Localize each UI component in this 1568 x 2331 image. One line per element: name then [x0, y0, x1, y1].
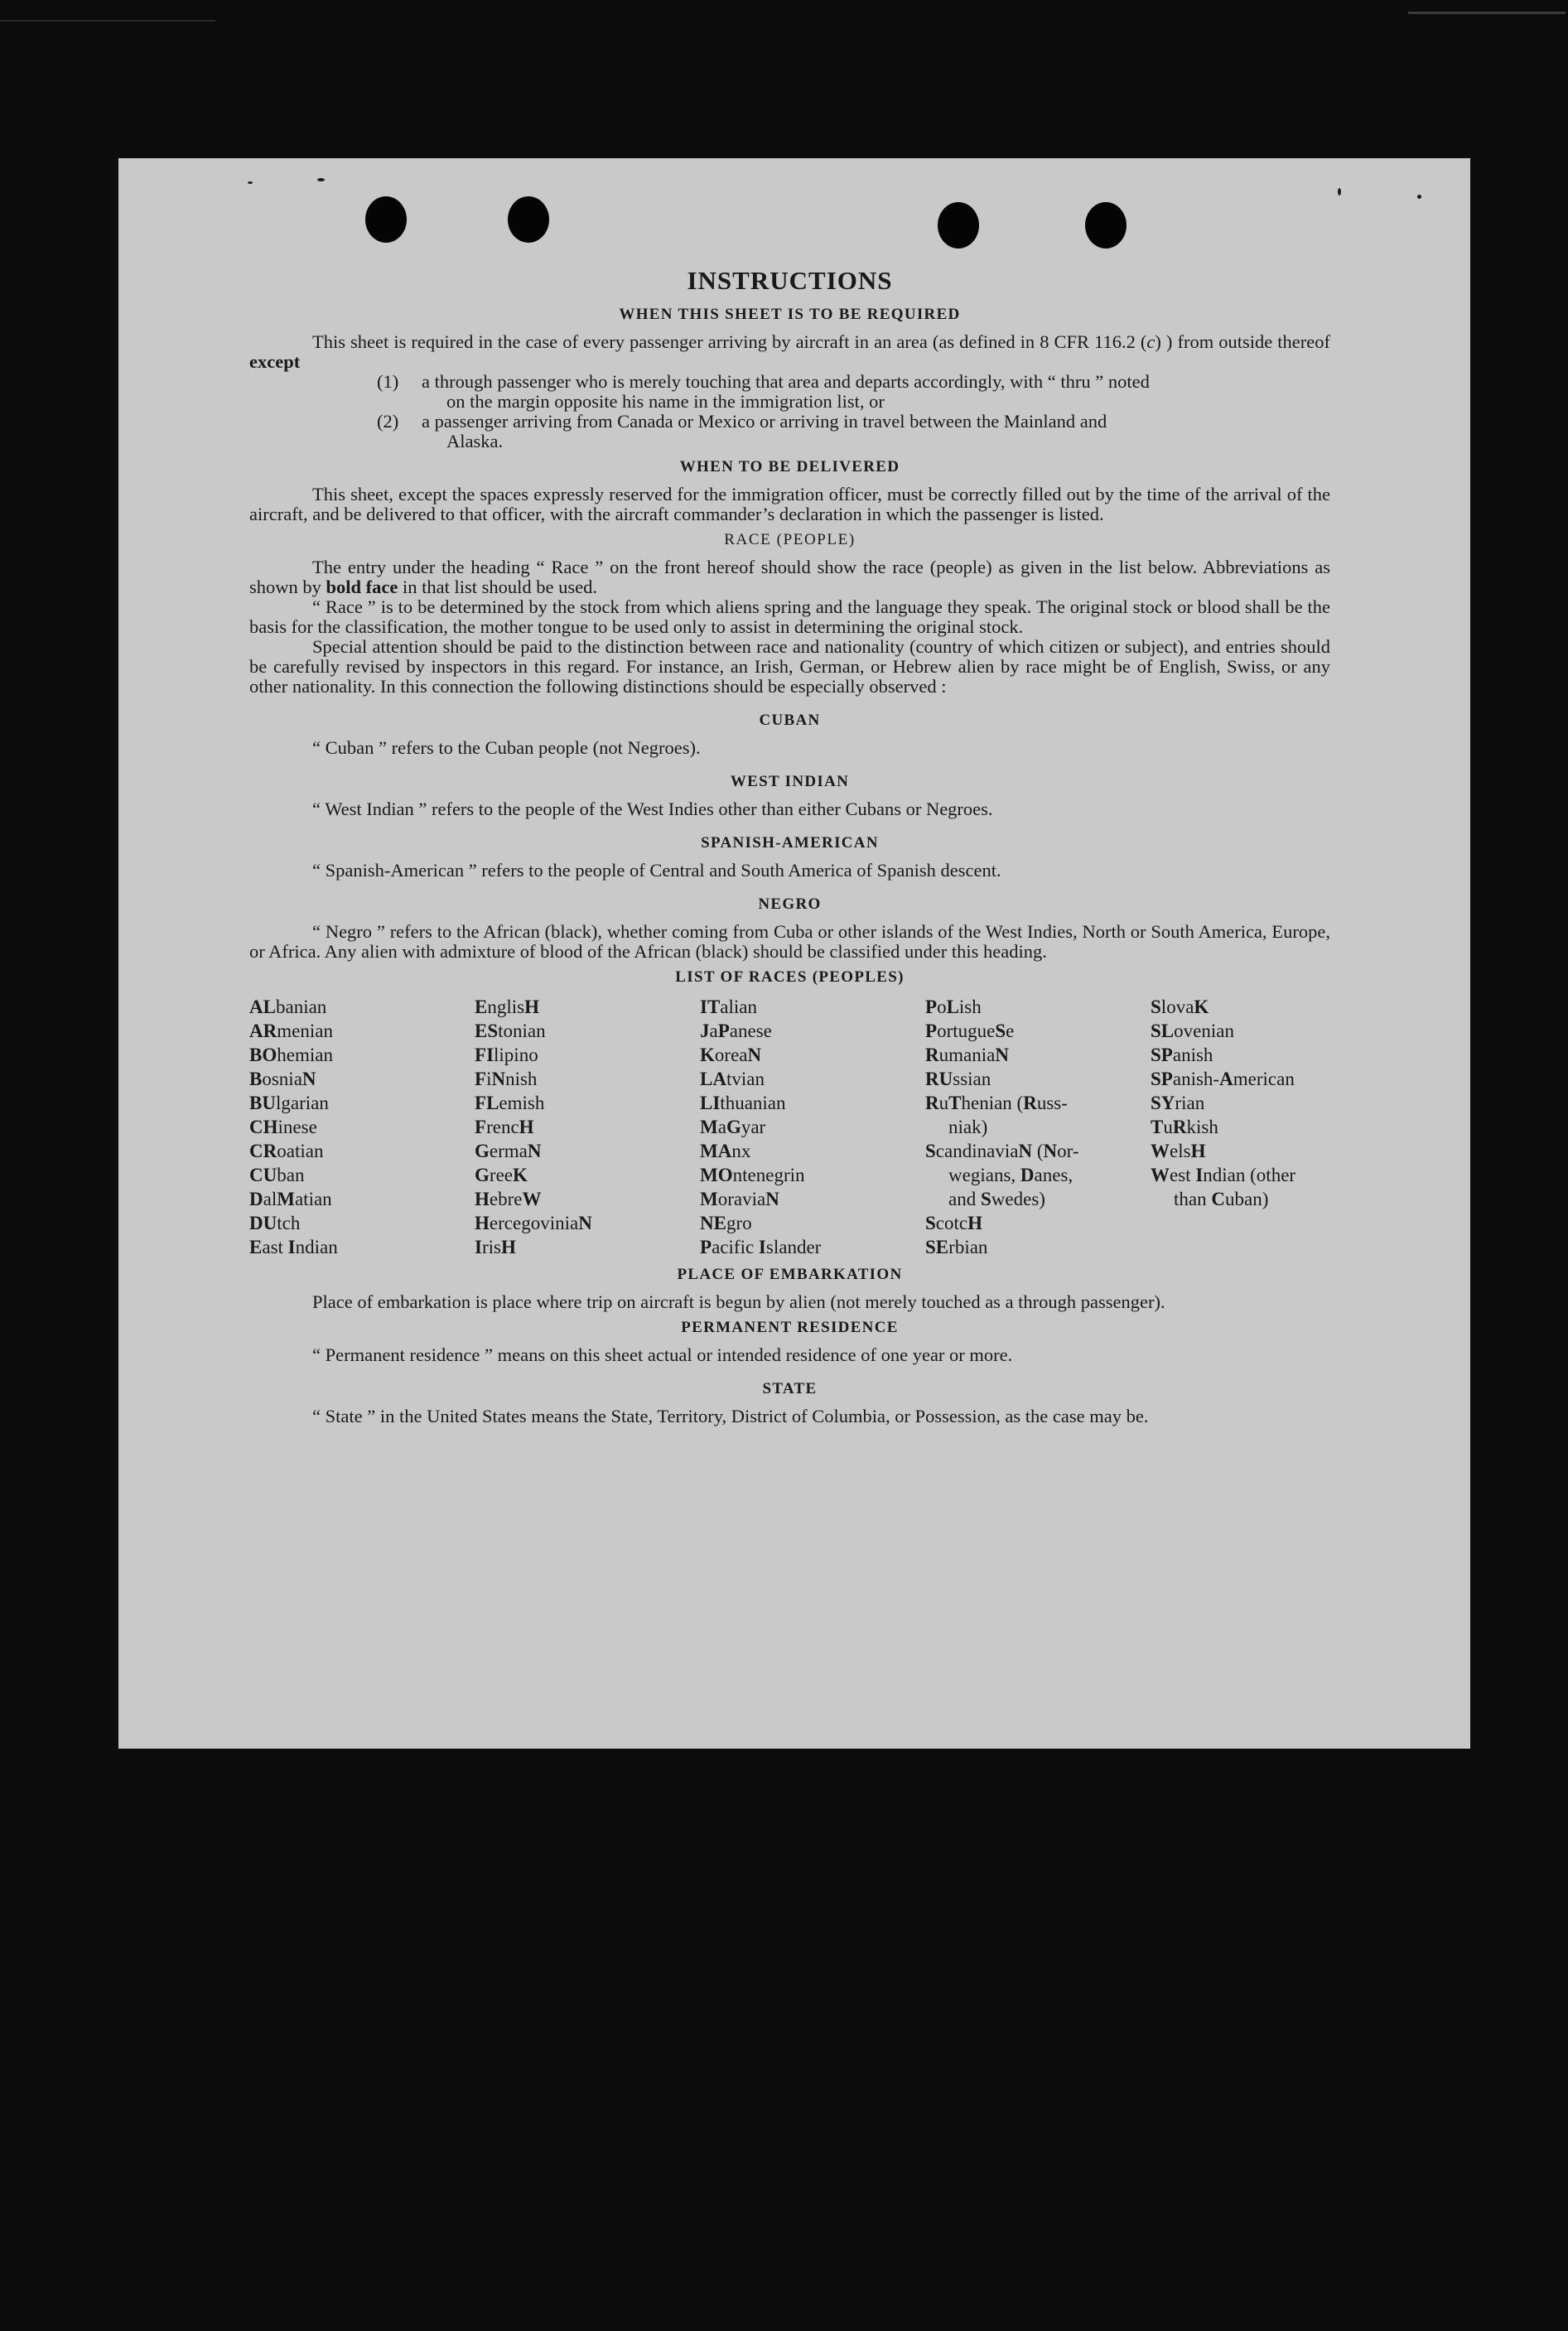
race-item: DUtch	[249, 1213, 301, 1233]
race-item: BosniaN	[249, 1069, 316, 1089]
residence-text: “ Permanent residence ” means on this sheet actual or intended residence of one year or more.	[312, 1344, 1013, 1365]
race-item: SErbian	[925, 1237, 988, 1257]
document-page	[118, 158, 1470, 1749]
race-item: BOhemian	[249, 1045, 333, 1065]
heading-spanish-american: SPANISH-AMERICAN	[701, 834, 879, 852]
heading-west-indian: WEST INDIAN	[730, 773, 850, 790]
race-item-continuation: niak)	[948, 1117, 988, 1137]
heading-place-of-embarkation: PLACE OF EMBARKATION	[677, 1266, 903, 1283]
race-item: PortugueSe	[925, 1021, 1015, 1041]
state-text: “ State ” in the United States means the State, Territory, District of Columbia, or Possession, as the case may be.	[312, 1406, 1149, 1426]
race-item: JaPanese	[700, 1021, 772, 1041]
speck	[1338, 188, 1341, 195]
race-item: NEgro	[700, 1213, 752, 1233]
heading-permanent-residence: PERMANENT RESIDENCE	[681, 1319, 899, 1336]
race-item: EnglisH	[475, 997, 539, 1017]
race-item: ScotcH	[925, 1213, 983, 1233]
race-item: BUlgarian	[249, 1093, 329, 1113]
heading-cuban: CUBAN	[759, 712, 821, 729]
cuban-text: “ Cuban ” refers to the Cuban people (not Negroes).	[312, 737, 701, 758]
heading-when-required: WHEN THIS SHEET IS TO BE REQUIRED	[619, 306, 961, 323]
heading-negro: NEGRO	[758, 895, 822, 913]
scan-edge-mark	[0, 20, 215, 22]
race-item: DalMatian	[249, 1189, 332, 1209]
race-column-4	[925, 995, 1151, 1259]
race-item: SPanish-American	[1151, 1069, 1295, 1089]
speck	[317, 178, 325, 181]
race-item: FiNnish	[475, 1069, 538, 1089]
race-column-1	[249, 995, 475, 1259]
when-delivered-text: This sheet, except the spaces expressly reserved for the immigration officer, must be correctly filled out by the time of the arrival of the aircraft, and be delivered to that officer, with the aircraft commander’s declaration in which the passenger is listed.	[249, 484, 1330, 524]
race-item: ScandinaviaN (Nor-	[925, 1141, 1079, 1161]
race-item: LAtvian	[700, 1069, 765, 1089]
race-item: ITalian	[700, 997, 758, 1017]
race-column-5	[1151, 995, 1330, 1259]
race-item: FrencH	[475, 1117, 534, 1137]
race-item-continuation: wegians, Danes,	[948, 1165, 1073, 1185]
when-required-intro: This sheet is required in the case of every passenger arriving by aircraft in an area (as defined in 8 CFR 116.2 (c) ) from outside thereof except	[249, 331, 1330, 372]
punch-hole	[938, 202, 979, 249]
exception-item-2: (2) a passenger arriving from Canada or Mexico or arriving in travel between the Mainland and Alaska.	[377, 411, 1107, 451]
race-item: SYrian	[1151, 1093, 1205, 1113]
exception-item-1: (1) a through passenger who is merely touching that area and departs accordingly, with “ thru ” noted on the margin opposite his name in the immigration list, or	[377, 371, 1150, 412]
speck	[1417, 195, 1421, 199]
race-item: West Indian (other	[1151, 1165, 1296, 1185]
heading-race: RACE (PEOPLE)	[724, 531, 856, 548]
race-item: RUssian	[925, 1069, 991, 1089]
punch-hole	[365, 196, 407, 243]
race-column-2	[475, 995, 700, 1259]
race-item: FLemish	[475, 1093, 545, 1113]
race-item: GreeK	[475, 1165, 528, 1185]
page-title: INSTRUCTIONS	[687, 266, 893, 295]
heading-list-of-races: LIST OF RACES (PEOPLES)	[675, 968, 905, 986]
race-item: LIthuanian	[700, 1093, 786, 1113]
punch-hole	[1085, 202, 1127, 249]
race-paragraph-1: The entry under the heading “ Race ” on the front hereof should show the race (people) as given in the list below. Abbreviations as shown by bold face in that list should be used.	[249, 557, 1330, 597]
race-item: MaGyar	[700, 1117, 766, 1137]
race-item-continuation: and Swedes)	[948, 1189, 1045, 1209]
race-item: SlovaK	[1151, 997, 1209, 1017]
spanish-american-text: “ Spanish-American ” refers to the people of Central and South America of Spanish descent.	[312, 860, 1001, 881]
race-item: KoreaN	[700, 1045, 762, 1065]
race-item: IrisH	[475, 1237, 516, 1257]
race-item: GermaN	[475, 1141, 542, 1161]
race-item: HercegoviniaN	[475, 1213, 592, 1233]
race-item: WelsH	[1151, 1141, 1206, 1161]
race-item: MAnx	[700, 1141, 751, 1161]
heading-state: STATE	[762, 1380, 818, 1397]
race-item: MOntenegrin	[700, 1165, 805, 1185]
west-indian-text: “ West Indian ” refers to the people of the West Indies other than either Cubans or Negroes.	[312, 799, 993, 819]
race-item: SLovenian	[1151, 1021, 1234, 1041]
race-item: CHinese	[249, 1117, 317, 1137]
race-item: PoLish	[925, 997, 982, 1017]
list-of-races	[249, 995, 1330, 1259]
race-item: HebreW	[475, 1189, 542, 1209]
race-item: RuThenian (Russ-	[925, 1093, 1068, 1113]
negro-text: “ Negro ” refers to the African (black), whether coming from Cuba or other islands of the West Indies, North or South America, Europe, or Africa. Any alien with admixture of blood of the African (black) should be classified under this heading.	[249, 921, 1330, 962]
race-item: FIlipino	[475, 1045, 538, 1065]
instructions-content	[249, 266, 1330, 1426]
race-paragraph-3: Special attention should be paid to the distinction between race and nationality (country of which citizen or subject), and entries should be carefully revised by inspectors in this regard. For instance, an Irish, German, or Hebrew alien by race might be of English, Swiss, or any other nationality. In this connection the following distinctions should be especially observed :	[249, 636, 1330, 697]
speck	[248, 181, 253, 184]
race-item: TuRkish	[1151, 1117, 1218, 1137]
race-item: ARmenian	[249, 1021, 333, 1041]
embarkation-text: Place of embarkation is place where trip on aircraft is begun by alien (not merely touched as a through passenger).	[312, 1291, 1165, 1312]
race-item: East Indian	[249, 1237, 338, 1257]
race-item: RumaniaN	[925, 1045, 1009, 1065]
race-item: Pacific Islander	[700, 1237, 822, 1257]
punch-hole	[508, 196, 549, 243]
race-item-continuation: than Cuban)	[1174, 1189, 1269, 1209]
scan-edge-mark	[1408, 12, 1566, 14]
race-item: CRoatian	[249, 1141, 324, 1161]
race-column-3	[700, 995, 925, 1259]
race-item: CUban	[249, 1165, 305, 1185]
race-item: SPanish	[1151, 1045, 1213, 1065]
race-item: MoraviaN	[700, 1189, 779, 1209]
race-item: ALbanian	[249, 997, 327, 1017]
heading-when-delivered: WHEN TO BE DELIVERED	[679, 458, 900, 475]
race-item: EStonian	[475, 1021, 546, 1041]
race-paragraph-2: “ Race ” is to be determined by the stock from which aliens spring and the language they speak. The original stock or blood shall be the basis for the classification, the mother tongue to be used only to assist in determining the original stock.	[249, 596, 1330, 637]
